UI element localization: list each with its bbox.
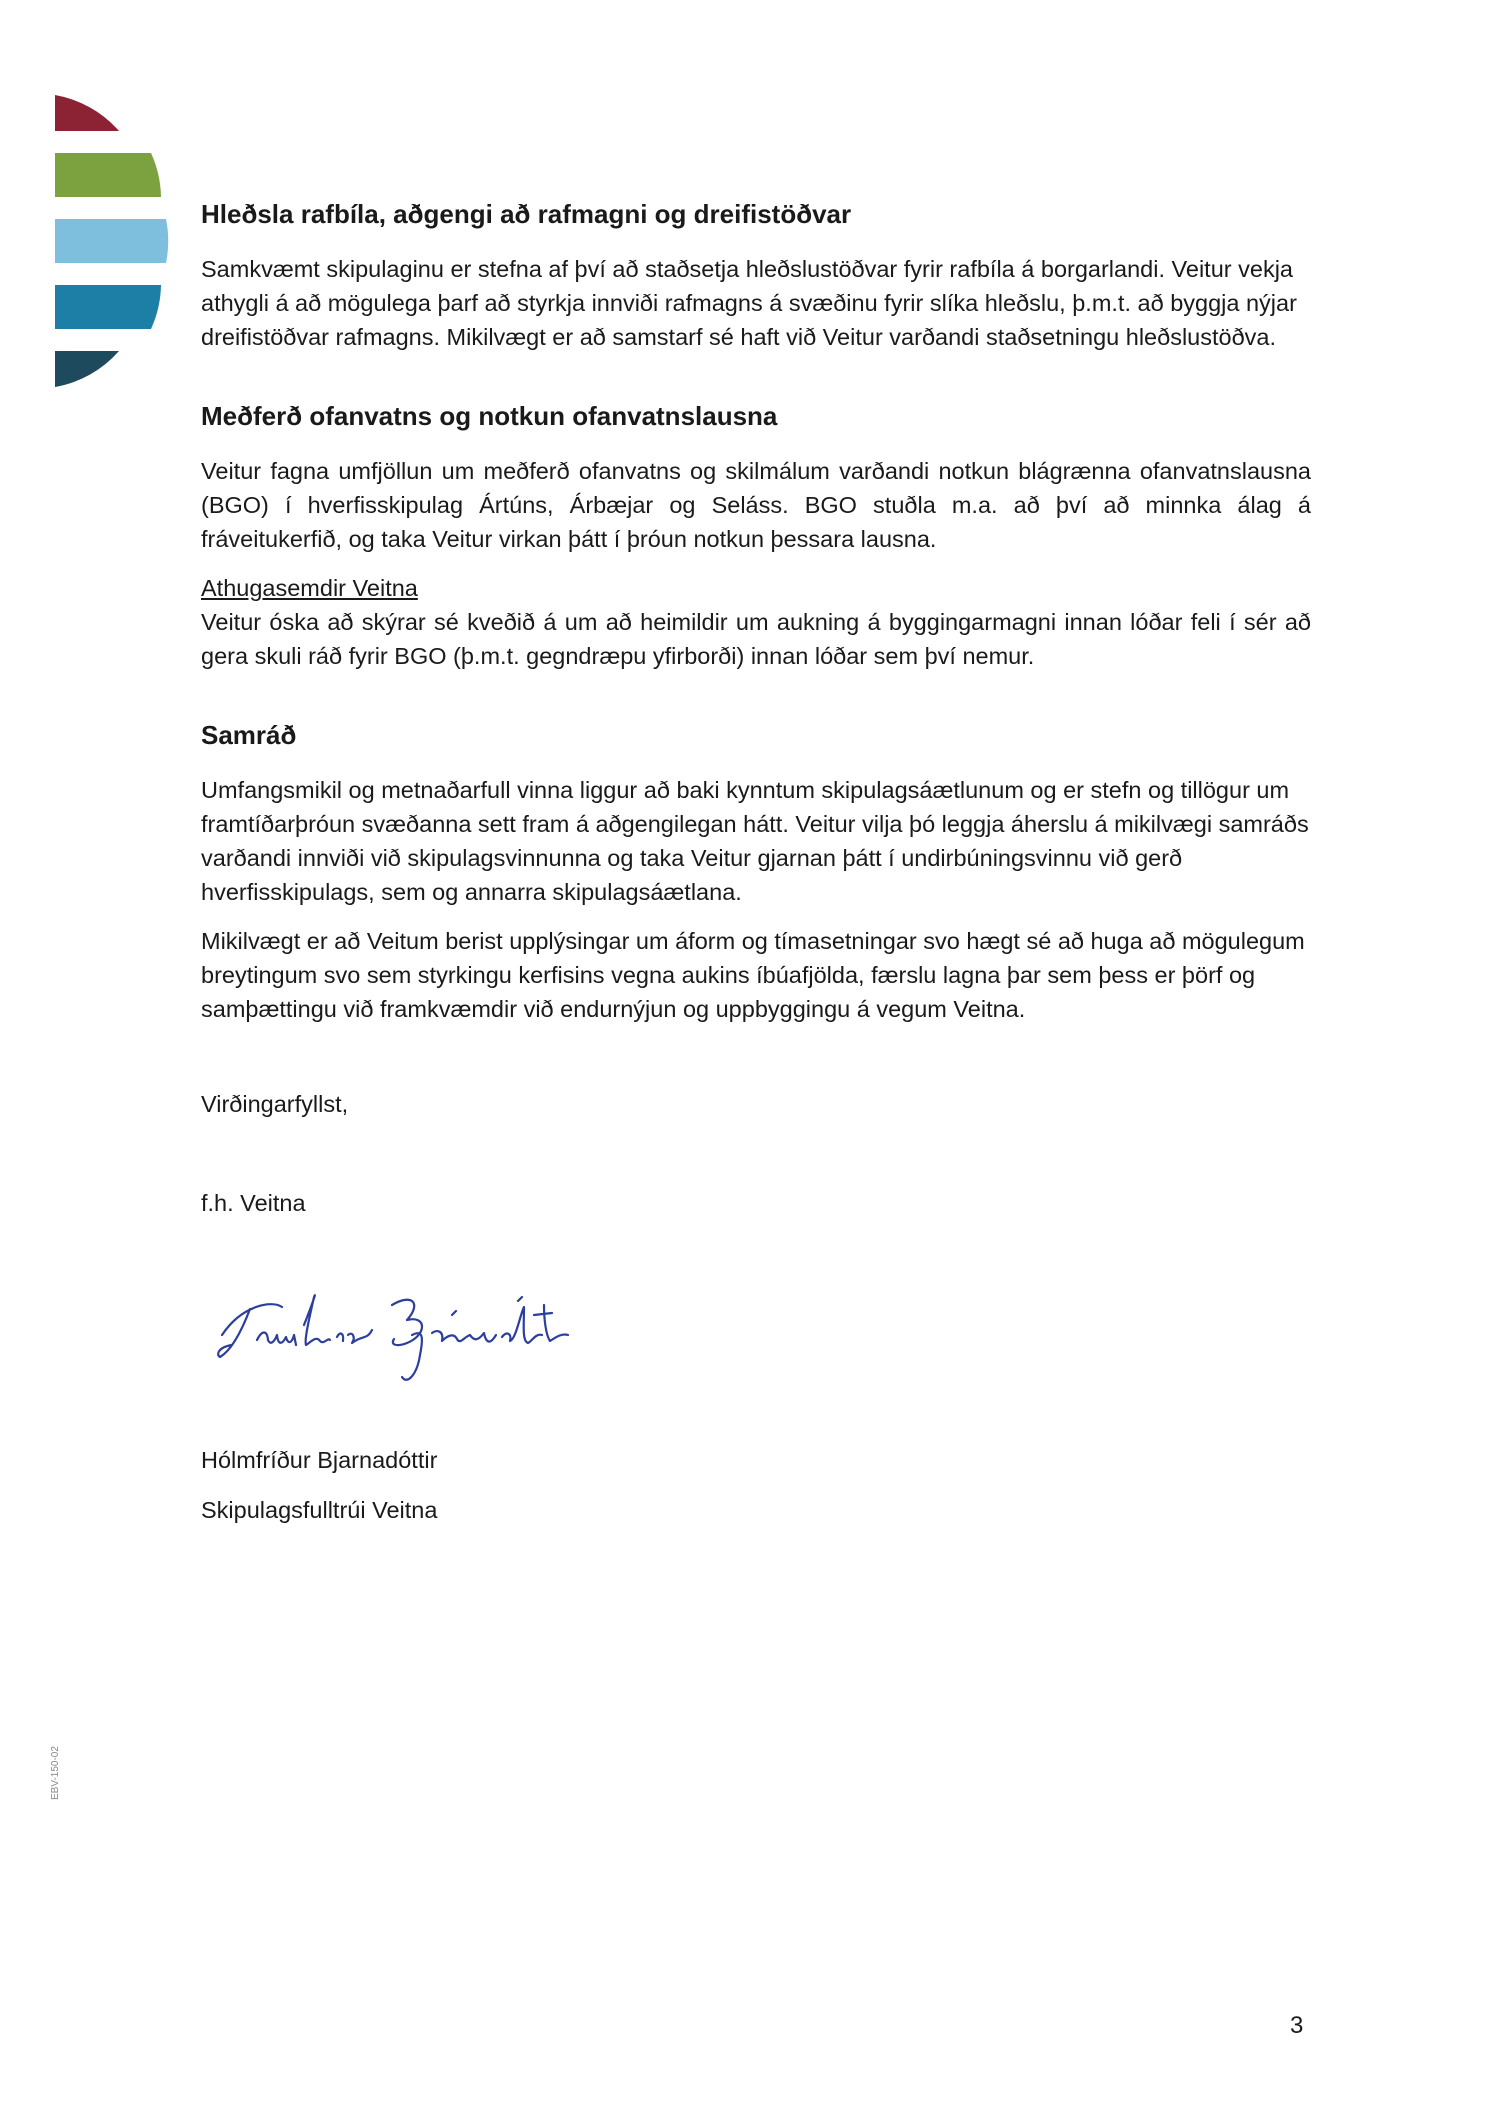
section-heading: Meðferð ofanvatns og notkun ofanvatnslausna bbox=[201, 401, 778, 431]
logo-stripe-1 bbox=[55, 95, 119, 131]
letter-body bbox=[201, 196, 1311, 1052]
page-number: 3 bbox=[1290, 2012, 1304, 2039]
logo-stripe-3 bbox=[55, 219, 168, 263]
section-paragraph: Veitur fagna umfjöllun um meðferð ofanvatns og skilmálum varðandi notkun blágrænna ofanvatnslausna (BGO) í hverfisskipulag Ártúns, Árbæjar og Seláss. BGO stuðla m.a. að því að minnka álag á fráveitukerfið, og taka Veitur virkan þátt í þróun notkun þessara lausna. bbox=[201, 458, 1311, 552]
signer-title: Skipulagsfulltrúi Veitna bbox=[201, 1497, 438, 1523]
section-consultation bbox=[201, 717, 1311, 1026]
logo-stripe-5 bbox=[55, 351, 119, 387]
signer-name: Hólmfríður Bjarnadóttir bbox=[201, 1447, 438, 1473]
closing-line: Virðingarfyllst, bbox=[201, 1091, 349, 1117]
section-paragraph: Mikilvægt er að Veitum berist upplýsingar um áform og tímasetningar svo hægt sé að huga að mögulegum breytingum svo sem styrkingu kerfisins vegna aukins íbúafjölda, færslu lagna þar sem þess er þörf og samþættingu við framkvæmdir við endurnýjun og uppbyggingu á vegum Veitna. bbox=[201, 928, 1305, 1022]
section-subheading: Athugasemdir Veitna bbox=[201, 575, 418, 601]
form-code: EBV-150-02 bbox=[50, 1746, 61, 1800]
section-paragraph: Veitur óska að skýrar sé kveðið á um að heimildir um aukning á byggingarmagni innan lóðar feli í sér að gera skuli ráð fyrir BGO (þ.m.t. gegndræpu yfirborði) innan lóðar sem því nemur. bbox=[201, 609, 1311, 669]
logo-stripe-4 bbox=[55, 285, 161, 329]
section-paragraph: Samkvæmt skipulaginu er stefna af því að staðsetja hleðslustöðvar fyrir rafbíla á borgarlandi. Veitur vekja athygli á að mögulega þarf að styrkja innviði rafmagns á svæðinu fyrir slíka hleðslu, þ.m.t. að byggja nýjar dreifistöðvar rafmagns. Mikilvægt er að samstarf sé haft við Veitur varðandi staðsetningu hleðslustöðva. bbox=[201, 256, 1297, 350]
veitur-logo bbox=[55, 95, 170, 390]
section-ev-charging bbox=[201, 196, 1311, 354]
section-heading: Hleðsla rafbíla, aðgengi að rafmagni og dreifistöðvar bbox=[201, 199, 852, 229]
section-heading: Samráð bbox=[201, 720, 297, 750]
handwritten-signature bbox=[212, 1285, 572, 1395]
section-stormwater bbox=[201, 398, 1311, 673]
logo-stripe-2 bbox=[55, 153, 161, 197]
section-paragraph: Umfangsmikil og metnaðarfull vinna liggur að baki kynntum skipulagsáætlunum og er stefn og tillögur um framtíðarþróun svæðanna sett fram á aðgengilegan hátt. Veitur vilja þó leggja áherslu á mikilvægi samráðs varðandi innviði við skipulagsvinnunna og taka Veitur gjarnan þátt í undirbúningsvinnu við gerð hverfisskipulags, sem og annarra skipulagsáætlana. bbox=[201, 777, 1309, 905]
on-behalf-line: f.h. Veitna bbox=[201, 1190, 306, 1216]
